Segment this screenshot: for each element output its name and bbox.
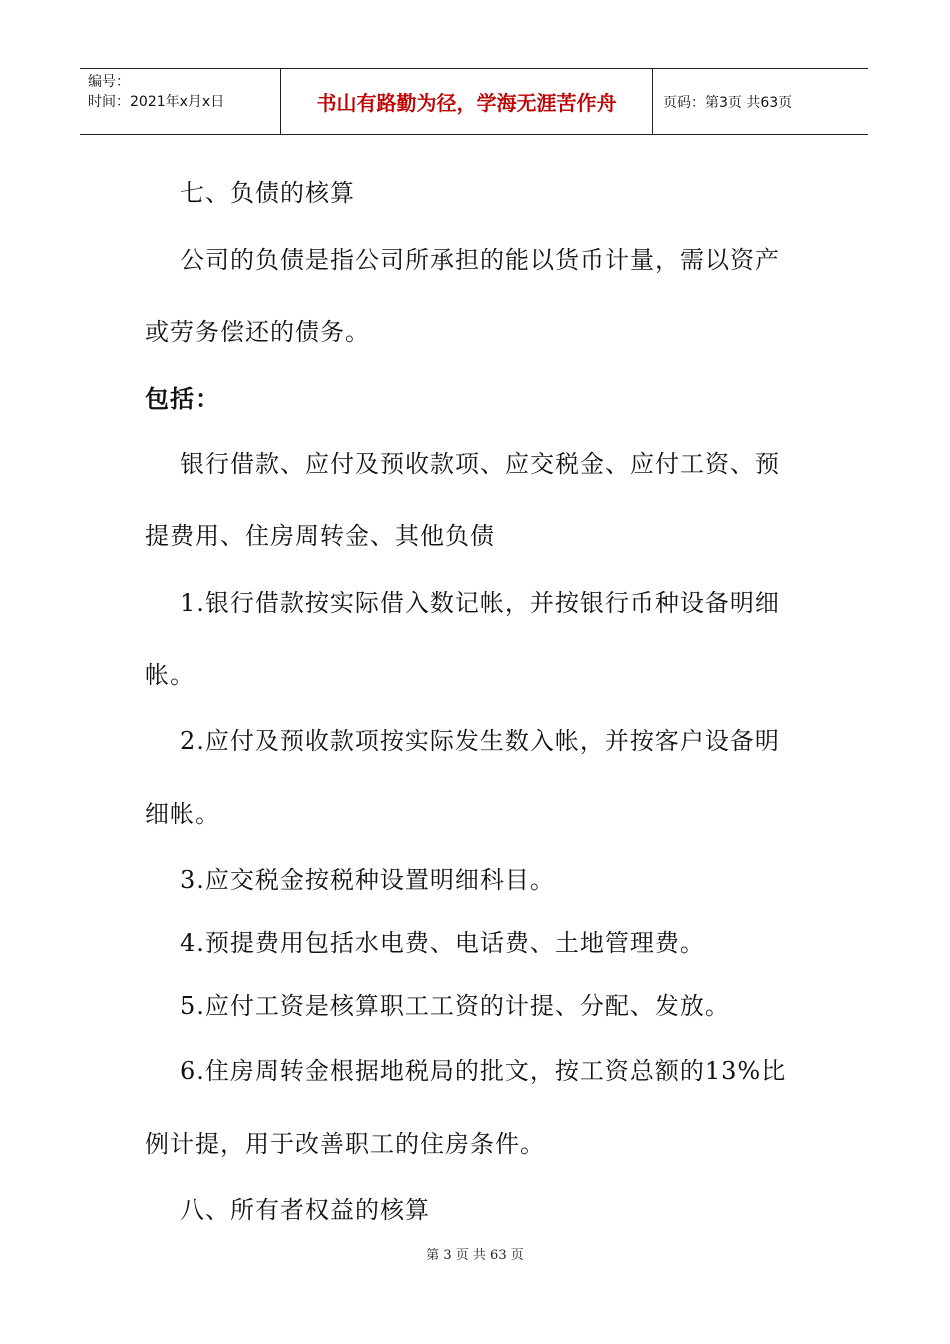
- document-header: [80, 68, 868, 135]
- page-footer: 第 3 页 共 63 页: [426, 1248, 524, 1263]
- paragraph-1-line-2: 或劳务偿还的债务。: [145, 318, 370, 346]
- number-label: 编号：: [88, 74, 130, 90]
- time-label: 时间：2021年x月x日: [88, 94, 225, 110]
- header-meta-cell: [80, 69, 281, 134]
- item-5: 5.应付工资是核算职工工资的计提、分配、发放。: [180, 992, 730, 1020]
- item-1-line-1: 1.银行借款按实际借入数记帐，并按银行币种设备明细: [180, 589, 780, 617]
- item-3: 3.应交税金按税种设置明细科目。: [180, 866, 555, 894]
- paragraph-2-line-1: 银行借款、应付及预收款项、应交税金、应付工资、预: [180, 450, 780, 478]
- item-1-line-2: 帐。: [145, 661, 195, 689]
- section-heading-7: 七、负债的核算: [180, 179, 355, 207]
- item-6-line-2: 例计提，用于改善职工的住房条件。: [145, 1130, 545, 1158]
- paragraph-2-line-2: 提费用、住房周转金、其他负债: [145, 522, 495, 550]
- item-4: 4.预提费用包括水电费、电话费、土地管理费。: [180, 929, 705, 957]
- header-motto: 书山有路勤为径，学海无涯苦作舟: [281, 69, 653, 134]
- item-6-line-1: 6.住房周转金根据地税局的批文，按工资总额的13%比: [180, 1057, 787, 1085]
- includes-label: 包括：: [145, 385, 220, 413]
- header-page-info: 页码：第3页 共63页: [663, 94, 793, 111]
- item-2-line-1: 2.应付及预收款项按实际发生数入帐，并按客户设备明: [180, 727, 780, 755]
- section-heading-8: 八、所有者权益的核算: [180, 1196, 430, 1224]
- paragraph-1-line-1: 公司的负债是指公司所承担的能以货币计量，需以资产: [180, 246, 780, 274]
- item-2-line-2: 细帐。: [145, 800, 220, 828]
